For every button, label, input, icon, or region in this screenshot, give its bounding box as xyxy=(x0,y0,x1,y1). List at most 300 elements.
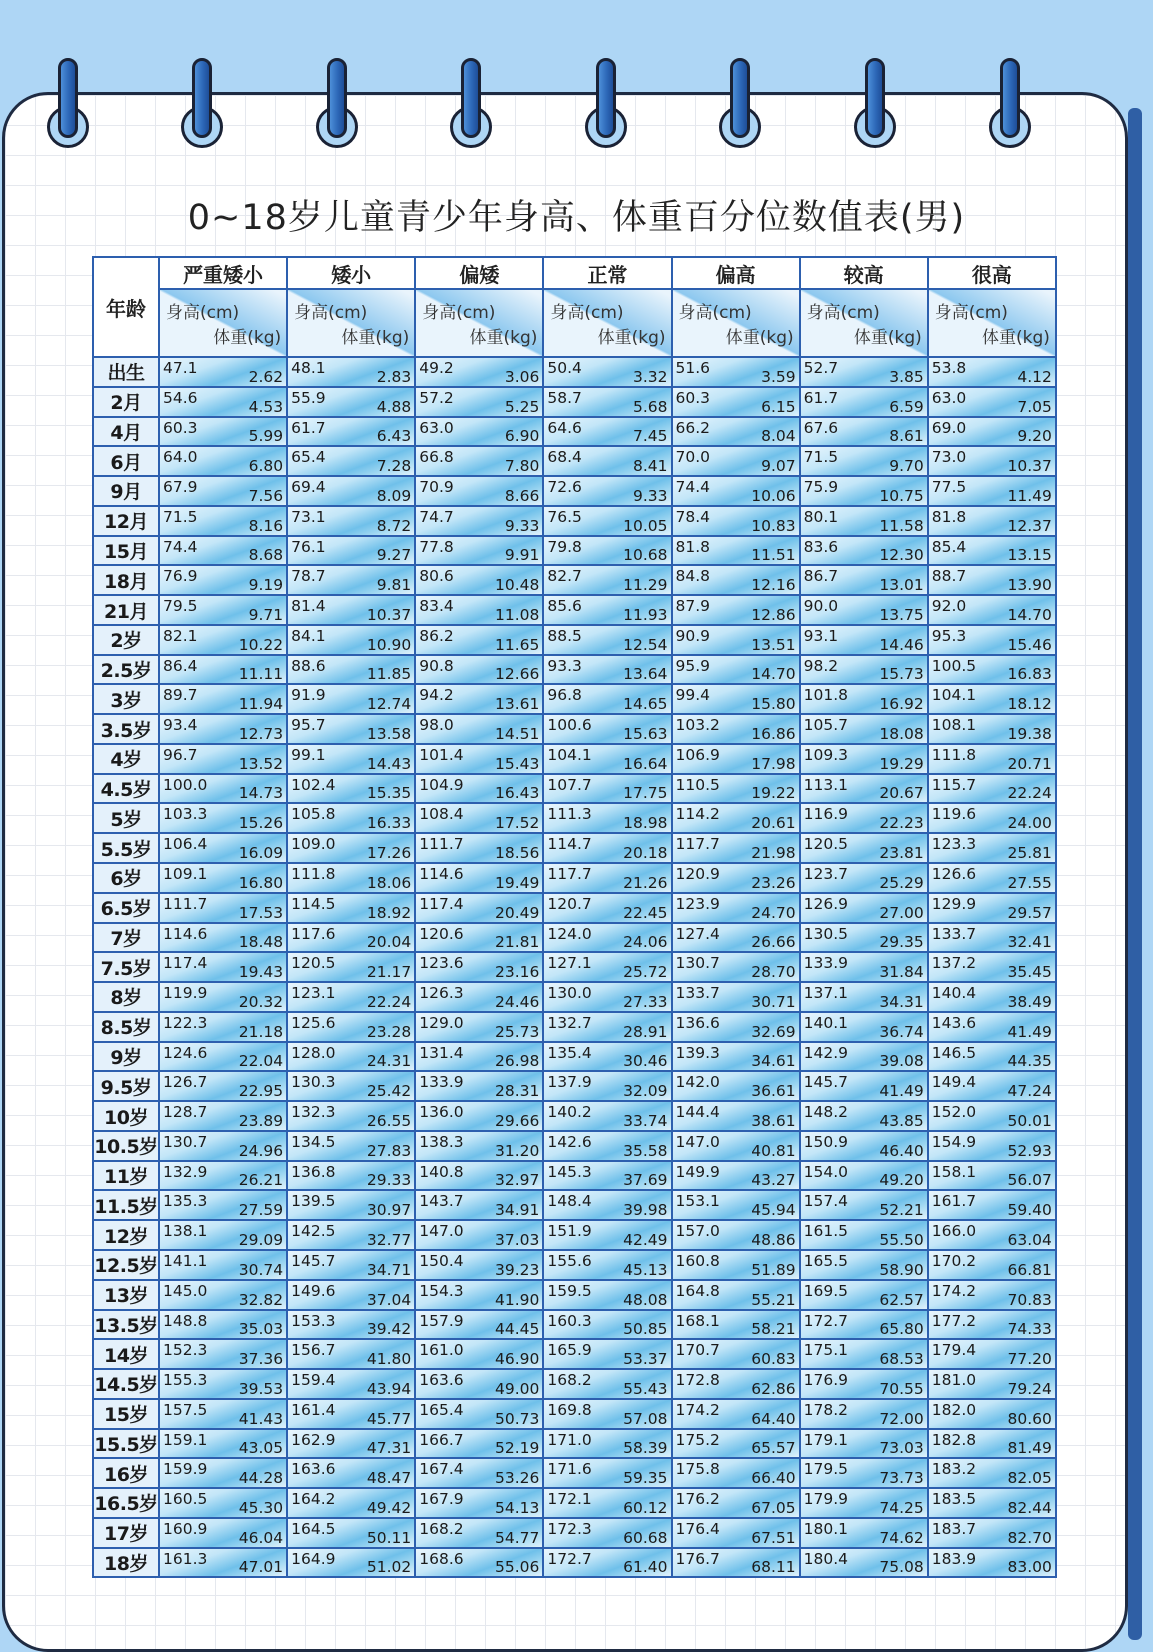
value-cell xyxy=(928,1220,1056,1250)
height-label: 身高(cm) xyxy=(166,303,240,323)
notebook-spine xyxy=(1128,108,1142,1640)
height-value: 95.3 xyxy=(931,626,967,645)
value-cell xyxy=(672,1161,800,1191)
height-value: 111.8 xyxy=(291,865,336,884)
value-cell xyxy=(287,684,415,714)
value-cell xyxy=(159,1190,287,1220)
height-value: 164.5 xyxy=(291,1519,336,1538)
weight-value: 13.61 xyxy=(495,695,540,714)
weight-value: 9.07 xyxy=(761,457,796,476)
value-cell xyxy=(159,1161,287,1191)
weight-value: 52.93 xyxy=(1007,1141,1052,1160)
height-value: 142.9 xyxy=(803,1043,848,1062)
value-cell xyxy=(543,1518,671,1548)
table-row xyxy=(93,476,1056,506)
height-value: 80.1 xyxy=(803,507,839,526)
height-value: 74.7 xyxy=(419,507,454,526)
value-cell xyxy=(415,1488,543,1518)
height-value: 67.6 xyxy=(803,418,839,437)
value-cell xyxy=(543,1310,671,1340)
height-value: 123.9 xyxy=(675,894,720,913)
value-cell xyxy=(159,1042,287,1072)
table-row xyxy=(93,744,1056,774)
weight-value: 2.62 xyxy=(248,367,284,386)
height-value: 159.9 xyxy=(163,1460,208,1479)
weight-value: 44.35 xyxy=(1007,1052,1052,1071)
height-value: 71.5 xyxy=(803,448,839,467)
value-cell xyxy=(415,863,543,893)
weight-value: 13.75 xyxy=(879,605,924,624)
weight-value: 21.98 xyxy=(751,844,796,863)
height-value: 153.3 xyxy=(291,1311,336,1330)
value-cell xyxy=(287,833,415,863)
value-cell xyxy=(672,1310,800,1340)
weight-value: 58.39 xyxy=(623,1439,668,1458)
value-cell xyxy=(928,1399,1056,1429)
value-cell xyxy=(672,923,800,953)
height-value: 126.6 xyxy=(931,865,977,884)
category-header: 严重矮小 xyxy=(159,257,287,289)
value-cell xyxy=(415,1310,543,1340)
table-row xyxy=(93,923,1056,953)
value-cell xyxy=(672,803,800,833)
value-cell xyxy=(159,982,287,1012)
weight-value: 19.43 xyxy=(238,963,284,982)
value-cell xyxy=(928,863,1056,893)
weight-value: 51.02 xyxy=(366,1558,412,1577)
value-cell xyxy=(672,565,800,595)
binding-coil xyxy=(192,58,212,138)
height-value: 91.9 xyxy=(291,686,326,705)
value-cell xyxy=(287,387,415,417)
age-cell: 12.5岁 xyxy=(93,1250,159,1280)
height-value: 103.3 xyxy=(163,805,208,824)
value-cell xyxy=(928,1042,1056,1072)
weight-value: 12.30 xyxy=(879,546,924,565)
weight-value: 8.66 xyxy=(504,486,540,505)
value-cell xyxy=(543,446,671,476)
value-cell xyxy=(543,982,671,1012)
value-cell xyxy=(543,774,671,804)
weight-value: 15.26 xyxy=(238,814,284,833)
weight-value: 60.68 xyxy=(623,1528,668,1547)
age-cell: 出生 xyxy=(93,357,159,387)
height-value: 145.0 xyxy=(163,1281,208,1300)
height-value: 138.3 xyxy=(419,1132,464,1151)
value-cell xyxy=(543,1012,671,1042)
value-cell xyxy=(159,774,287,804)
weight-value: 56.07 xyxy=(1007,1171,1052,1190)
height-value: 145.7 xyxy=(291,1251,336,1270)
value-cell xyxy=(672,1488,800,1518)
value-cell xyxy=(672,1548,800,1578)
weight-value: 55.43 xyxy=(623,1379,668,1398)
weight-value: 28.70 xyxy=(751,963,796,982)
weight-value: 61.40 xyxy=(623,1558,668,1577)
value-cell xyxy=(928,476,1056,506)
weight-value: 49.20 xyxy=(879,1171,924,1190)
weight-value: 2.83 xyxy=(376,367,412,386)
weight-value: 32.77 xyxy=(366,1230,412,1249)
value-cell xyxy=(800,476,928,506)
height-value: 159.4 xyxy=(291,1371,336,1390)
weight-value: 10.68 xyxy=(623,546,668,565)
weight-value: 64.40 xyxy=(751,1409,796,1428)
value-cell xyxy=(928,1101,1056,1131)
height-value: 93.3 xyxy=(547,656,582,675)
height-value: 131.4 xyxy=(419,1043,464,1062)
table-row xyxy=(93,1518,1056,1548)
weight-value: 59.35 xyxy=(623,1469,668,1488)
weight-value: 22.95 xyxy=(238,1082,284,1101)
weight-value: 30.97 xyxy=(366,1201,412,1220)
category-header: 偏高 xyxy=(672,257,800,289)
value-cell xyxy=(800,1548,928,1578)
value-cell xyxy=(672,1012,800,1042)
height-value: 83.6 xyxy=(803,537,839,556)
weight-value: 53.37 xyxy=(623,1350,668,1369)
height-value: 141.1 xyxy=(163,1251,208,1270)
value-cell xyxy=(415,565,543,595)
value-cell xyxy=(543,1042,671,1072)
weight-value: 27.00 xyxy=(879,903,924,922)
height-value: 148.2 xyxy=(803,1103,848,1122)
weight-value: 19.49 xyxy=(495,873,540,892)
weight-value: 5.68 xyxy=(632,397,668,416)
value-cell xyxy=(543,833,671,863)
height-value: 144.4 xyxy=(675,1103,720,1122)
table-row xyxy=(93,982,1056,1012)
value-cell xyxy=(800,1190,928,1220)
value-cell xyxy=(287,595,415,625)
value-cell xyxy=(415,1369,543,1399)
value-cell xyxy=(415,1339,543,1369)
weight-value: 26.98 xyxy=(495,1052,540,1071)
height-value: 111.8 xyxy=(931,745,977,764)
value-cell xyxy=(159,446,287,476)
value-cell xyxy=(287,476,415,506)
weight-value: 34.71 xyxy=(366,1260,412,1279)
weight-value: 3.06 xyxy=(504,367,540,386)
weight-value: 77.20 xyxy=(1007,1350,1052,1369)
height-value: 136.6 xyxy=(675,1013,720,1032)
weight-value: 16.92 xyxy=(879,695,924,714)
weight-value: 35.45 xyxy=(1007,963,1052,982)
height-value: 107.7 xyxy=(547,775,592,794)
weight-value: 24.06 xyxy=(623,933,668,952)
height-value: 134.5 xyxy=(291,1132,336,1151)
value-cell xyxy=(672,1369,800,1399)
height-value: 143.6 xyxy=(931,1013,977,1032)
height-value: 54.6 xyxy=(163,388,198,407)
value-cell xyxy=(159,863,287,893)
weight-value: 18.08 xyxy=(879,724,924,743)
value-cell xyxy=(928,595,1056,625)
height-value: 137.2 xyxy=(931,954,977,973)
value-cell xyxy=(543,714,671,744)
height-value: 167.9 xyxy=(419,1490,464,1509)
weight-value: 17.26 xyxy=(366,844,412,863)
value-cell xyxy=(800,387,928,417)
value-cell xyxy=(800,1042,928,1072)
age-cell: 4月 xyxy=(93,417,159,447)
value-cell xyxy=(415,744,543,774)
value-cell xyxy=(800,1280,928,1310)
weight-label: 体重(kg) xyxy=(341,328,410,348)
weight-value: 24.70 xyxy=(751,903,796,922)
weight-value: 55.06 xyxy=(495,1558,540,1577)
weight-value: 6.15 xyxy=(761,397,796,416)
height-value: 120.7 xyxy=(547,894,592,913)
height-value: 128.7 xyxy=(163,1103,208,1122)
weight-value: 15.80 xyxy=(751,695,796,714)
value-cell xyxy=(287,565,415,595)
value-cell xyxy=(672,1399,800,1429)
height-value: 72.6 xyxy=(547,478,582,497)
weight-value: 3.32 xyxy=(632,367,668,386)
height-value: 123.1 xyxy=(291,984,336,1003)
value-cell xyxy=(543,1161,671,1191)
weight-value: 14.46 xyxy=(879,635,924,654)
value-cell xyxy=(287,744,415,774)
weight-value: 49.00 xyxy=(495,1379,540,1398)
value-cell xyxy=(543,536,671,566)
age-cell: 4岁 xyxy=(93,744,159,774)
table-row xyxy=(93,536,1056,566)
value-cell xyxy=(287,357,415,387)
height-value: 115.7 xyxy=(931,775,977,794)
age-cell: 13.5岁 xyxy=(93,1310,159,1340)
weight-value: 5.25 xyxy=(504,397,540,416)
height-value: 55.9 xyxy=(291,388,326,407)
weight-label: 体重(kg) xyxy=(469,328,538,348)
binding-coil xyxy=(865,58,885,138)
weight-value: 72.00 xyxy=(879,1409,924,1428)
height-value: 158.1 xyxy=(931,1162,977,1181)
height-value: 174.2 xyxy=(931,1281,977,1300)
value-cell xyxy=(159,565,287,595)
weight-value: 48.86 xyxy=(751,1230,796,1249)
height-value: 168.6 xyxy=(419,1549,464,1568)
value-cell xyxy=(800,1131,928,1161)
value-cell xyxy=(415,446,543,476)
weight-value: 32.41 xyxy=(1007,933,1052,952)
value-cell xyxy=(415,417,543,447)
weight-value: 13.01 xyxy=(879,576,924,595)
weight-value: 36.61 xyxy=(751,1082,796,1101)
height-value: 60.3 xyxy=(675,388,711,407)
height-value: 96.7 xyxy=(163,745,198,764)
value-cell xyxy=(159,1071,287,1101)
weight-value: 55.21 xyxy=(751,1290,796,1309)
table-row xyxy=(93,952,1056,982)
height-value: 174.2 xyxy=(675,1400,720,1419)
weight-value: 73.03 xyxy=(879,1439,924,1458)
height-value: 172.3 xyxy=(547,1519,592,1538)
weight-value: 82.05 xyxy=(1007,1469,1052,1488)
value-cell xyxy=(928,357,1056,387)
height-weight-subheader xyxy=(159,289,287,357)
value-cell xyxy=(543,625,671,655)
height-label: 身高(cm) xyxy=(550,303,624,323)
value-cell xyxy=(928,774,1056,804)
value-cell xyxy=(928,1190,1056,1220)
weight-value: 81.49 xyxy=(1007,1439,1052,1458)
weight-value: 37.03 xyxy=(495,1230,540,1249)
weight-value: 9.91 xyxy=(504,546,540,565)
value-cell xyxy=(672,1339,800,1369)
category-header: 正常 xyxy=(543,257,671,289)
height-value: 120.5 xyxy=(803,835,848,854)
table-row xyxy=(93,1131,1056,1161)
weight-value: 18.06 xyxy=(366,873,412,892)
weight-value: 8.72 xyxy=(376,516,412,535)
height-label: 身高(cm) xyxy=(934,303,1008,323)
table-row xyxy=(93,774,1056,804)
value-cell xyxy=(928,1250,1056,1280)
height-value: 110.5 xyxy=(675,775,720,794)
value-cell xyxy=(415,476,543,506)
weight-value: 30.74 xyxy=(238,1260,284,1279)
height-value: 176.2 xyxy=(675,1490,720,1509)
value-cell xyxy=(159,833,287,863)
value-cell xyxy=(928,684,1056,714)
value-cell xyxy=(543,1190,671,1220)
height-value: 126.3 xyxy=(419,984,464,1003)
weight-value: 54.13 xyxy=(495,1498,540,1517)
height-value: 154.3 xyxy=(419,1281,464,1300)
value-cell xyxy=(415,893,543,923)
height-value: 125.6 xyxy=(291,1013,336,1032)
value-cell xyxy=(159,1012,287,1042)
value-cell xyxy=(928,1429,1056,1459)
weight-value: 45.94 xyxy=(751,1201,796,1220)
height-value: 82.7 xyxy=(547,567,582,586)
value-cell xyxy=(159,1458,287,1488)
height-value: 103.2 xyxy=(675,716,720,735)
weight-value: 36.74 xyxy=(879,1022,924,1041)
weight-value: 13.64 xyxy=(623,665,668,684)
value-cell xyxy=(543,1220,671,1250)
value-cell xyxy=(543,1369,671,1399)
value-cell xyxy=(287,1042,415,1072)
height-value: 79.8 xyxy=(547,537,582,556)
value-cell xyxy=(159,476,287,506)
weight-value: 37.04 xyxy=(366,1290,412,1309)
height-value: 93.1 xyxy=(803,626,839,645)
height-value: 73.1 xyxy=(291,507,326,526)
height-value: 136.8 xyxy=(291,1162,336,1181)
weight-value: 45.77 xyxy=(366,1409,412,1428)
weight-value: 35.03 xyxy=(238,1320,284,1339)
height-value: 109.0 xyxy=(291,835,336,854)
weight-value: 23.26 xyxy=(751,873,796,892)
table-row xyxy=(93,1101,1056,1131)
value-cell xyxy=(543,1250,671,1280)
value-cell xyxy=(415,625,543,655)
weight-value: 28.31 xyxy=(495,1082,540,1101)
height-value: 157.5 xyxy=(163,1400,208,1419)
value-cell xyxy=(543,1071,671,1101)
value-cell xyxy=(672,655,800,685)
height-value: 76.9 xyxy=(163,567,198,586)
weight-value: 74.33 xyxy=(1007,1320,1052,1339)
height-value: 50.4 xyxy=(547,359,582,377)
weight-value: 70.83 xyxy=(1007,1290,1052,1309)
value-cell xyxy=(928,1369,1056,1399)
weight-value: 22.24 xyxy=(1007,784,1052,803)
value-cell xyxy=(159,1220,287,1250)
value-cell xyxy=(415,1042,543,1072)
weight-value: 19.22 xyxy=(751,784,796,803)
value-cell xyxy=(159,684,287,714)
value-cell xyxy=(800,1012,928,1042)
value-cell xyxy=(928,982,1056,1012)
value-cell xyxy=(800,446,928,476)
height-value: 163.6 xyxy=(291,1460,336,1479)
value-cell xyxy=(672,506,800,536)
value-cell xyxy=(159,714,287,744)
height-label: 身高(cm) xyxy=(294,303,368,323)
height-value: 151.9 xyxy=(547,1222,592,1241)
value-cell xyxy=(543,1399,671,1429)
value-cell xyxy=(800,1310,928,1340)
value-cell xyxy=(928,1339,1056,1369)
height-value: 152.3 xyxy=(163,1341,208,1360)
value-cell xyxy=(287,952,415,982)
weight-value: 11.85 xyxy=(366,665,412,684)
weight-value: 32.09 xyxy=(623,1082,668,1101)
weight-value: 67.51 xyxy=(751,1528,796,1547)
value-cell xyxy=(159,1310,287,1340)
weight-value: 16.43 xyxy=(495,784,540,803)
age-cell: 6岁 xyxy=(93,863,159,893)
weight-value: 33.74 xyxy=(623,1111,668,1130)
value-cell xyxy=(928,417,1056,447)
height-value: 133.7 xyxy=(931,924,977,943)
value-cell xyxy=(543,1548,671,1578)
height-value: 89.7 xyxy=(163,686,198,705)
height-value: 117.4 xyxy=(419,894,464,913)
height-value: 84.8 xyxy=(675,567,711,586)
value-cell xyxy=(928,1458,1056,1488)
age-cell: 7岁 xyxy=(93,923,159,953)
weight-value: 50.73 xyxy=(495,1409,540,1428)
weight-value: 14.43 xyxy=(366,754,412,773)
weight-value: 57.08 xyxy=(623,1409,668,1428)
weight-value: 12.16 xyxy=(751,576,796,595)
value-cell xyxy=(800,565,928,595)
weight-value: 20.67 xyxy=(879,784,924,803)
height-value: 169.5 xyxy=(803,1281,848,1300)
weight-value: 22.45 xyxy=(623,903,668,922)
table-row xyxy=(93,595,1056,625)
weight-value: 13.58 xyxy=(366,724,412,743)
table-row xyxy=(93,446,1056,476)
height-value: 157.0 xyxy=(675,1222,720,1241)
value-cell xyxy=(800,952,928,982)
weight-value: 66.81 xyxy=(1007,1260,1052,1279)
weight-value: 30.46 xyxy=(623,1052,668,1071)
weight-value: 43.94 xyxy=(366,1379,412,1398)
height-value: 161.0 xyxy=(419,1341,464,1360)
height-value: 150.4 xyxy=(419,1251,464,1270)
value-cell xyxy=(672,357,800,387)
weight-value: 6.59 xyxy=(889,397,924,416)
height-value: 84.1 xyxy=(291,626,326,645)
age-cell: 3岁 xyxy=(93,684,159,714)
height-label: 身高(cm) xyxy=(806,303,880,323)
